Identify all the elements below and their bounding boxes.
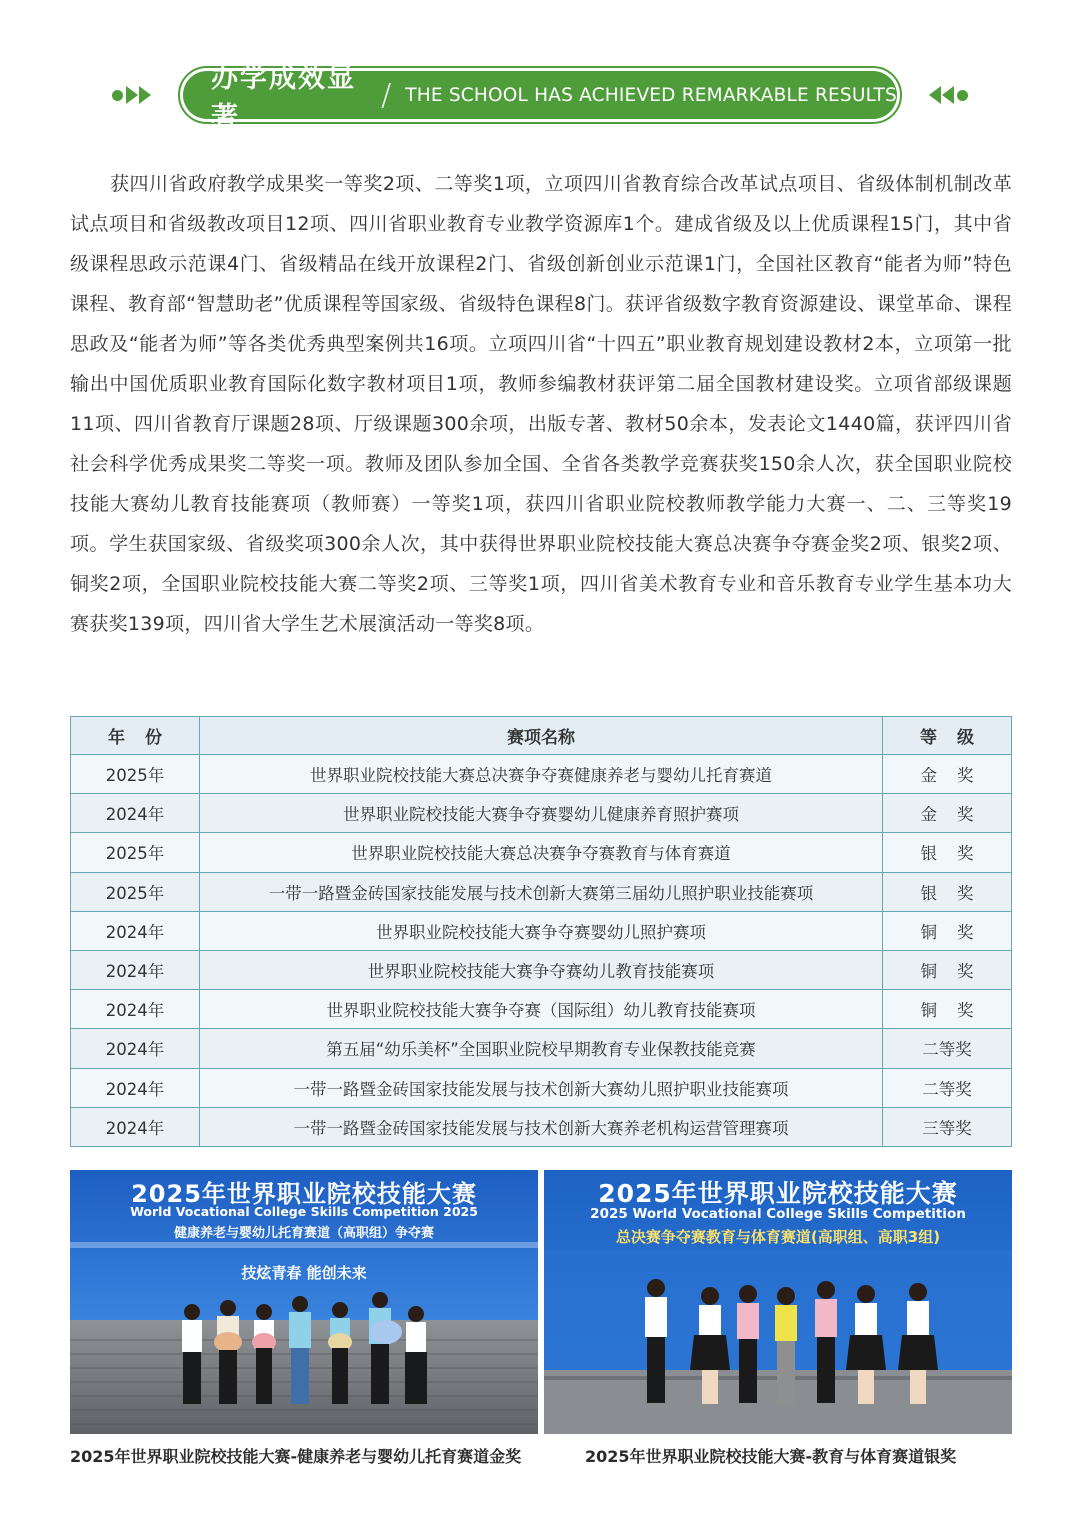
cell-year: 2024年 — [71, 990, 200, 1029]
cell-competition: 一带一路暨金砖国家技能发展与技术创新大赛幼儿照护职业技能赛项 — [200, 1068, 883, 1107]
table-row — [71, 755, 1012, 794]
cell-competition: 世界职业院校技能大赛总决赛争夺赛健康养老与婴幼儿托育赛道 — [200, 755, 883, 794]
header-level: 等级 — [883, 717, 1012, 755]
table-row — [71, 1068, 1012, 1107]
achievements-paragraph: 获四川省政府教学成果奖一等奖2项、二等奖1项，立项四川省教育综合改革试点项目、省级体制机制改革试点项目和省级教改项目12项、四川省职业教育专业教学资源库1个。建成省级及以上优质课程15门，其中省级课程思政示范课4门、省级精品在线开放课程2门、省级创新创业示范课1门，全国社区教育“能者为师”特色课程、教育部“智慧助老”优质课程等国家级、省级特色课程8门。获评省级数字教育资源建设、课堂革命、课程思政及“能者为师”等各类优秀典型案例共16项。立项四川省“十四五”职业教育规划建设教材2本，立项第一批输出中国优质职业教育国际化数字教材项目1项，教师参编教材获评第二届全国教材建设奖。立项省部级课题11项、四川省教育厅课题28项、厅级课题300余项，出版专著、教材50余本，发表论文1440篇，获评四川省社会科学优秀成果奖二等奖一项。教师及团队参加全国、全省各类教学竞赛获奖150余人次，获全国职业院校技能大赛幼儿教育技能赛项（教师赛）一等奖1项，获四川省职业院校教师教学能力大赛一、二、三等奖19项。学生获国家级、省级奖项300余人次，其中获得世界职业院校技能大赛总决赛争夺赛金奖2项、银奖2项、铜奖2项，全国职业院校技能大赛二等奖2项、三等奖1项，四川省美术教育专业和音乐教育专业学生基本功大赛获奖139项，四川省大学生艺术展演活动一等奖8项。 — [70, 173, 1012, 635]
section-header — [112, 63, 968, 133]
awards-table — [70, 716, 1012, 1147]
photo1-caption: 2025年世界职业院校技能大赛-健康养老与婴幼儿托育赛道金奖 — [70, 1447, 522, 1466]
cell-level: 铜奖 — [883, 950, 1012, 989]
cell-year: 2025年 — [71, 755, 200, 794]
cell-competition: 第五届“幼乐美杯”全国职业院校早期教育专业保教技能竞赛 — [200, 1029, 883, 1068]
table-row — [71, 990, 1012, 1029]
section-title-banner — [178, 63, 902, 133]
table-row — [71, 1029, 1012, 1068]
title-separator: / — [381, 77, 392, 113]
section-title-en: THE SCHOOL HAS ACHIEVED REMARKABLE RESULTS — [405, 84, 897, 106]
table-row — [71, 1107, 1012, 1146]
silver-award-photo — [544, 1170, 1012, 1434]
photo2-banner-title: 2025年世界职业院校技能大赛 — [598, 1179, 958, 1208]
photo2-banner-subtitle: 总决赛争夺赛教育与体育赛道(高职组、高职3组) — [615, 1228, 941, 1246]
cell-year: 2025年 — [71, 833, 200, 872]
cell-year: 2024年 — [71, 794, 200, 833]
cell-competition: 世界职业院校技能大赛争夺赛婴幼儿健康养育照护赛项 — [200, 794, 883, 833]
cell-year: 2024年 — [71, 911, 200, 950]
header-competition: 赛项名称 — [200, 717, 883, 755]
table-row — [71, 911, 1012, 950]
cell-level: 银奖 — [883, 833, 1012, 872]
header-year: 年份 — [71, 717, 200, 755]
cell-year: 2024年 — [71, 1107, 200, 1146]
table-row — [71, 833, 1012, 872]
cell-level: 二等奖 — [883, 1029, 1012, 1068]
cell-competition: 一带一路暨金砖国家技能发展与技术创新大赛养老机构运营管理赛项 — [200, 1107, 883, 1146]
photo2-banner-en: 2025 World Vocational College Skills Competition — [590, 1206, 966, 1222]
photo1-banner-subtitle: 健康养老与婴幼儿托育赛道（高职组）争夺赛 — [173, 1226, 434, 1241]
cell-level: 三等奖 — [883, 1107, 1012, 1146]
table-row — [71, 872, 1012, 911]
cell-level: 铜奖 — [883, 911, 1012, 950]
cell-competition: 世界职业院校技能大赛争夺赛婴幼儿照护赛项 — [200, 911, 883, 950]
right-arrow-decoration-icon — [929, 82, 968, 108]
cell-competition: 世界职业院校技能大赛争夺赛幼儿教育技能赛项 — [200, 950, 883, 989]
gold-award-photo — [70, 1170, 538, 1434]
cell-competition: 世界职业院校技能大赛总决赛争夺赛教育与体育赛道 — [200, 833, 883, 872]
photo2-caption: 2025年世界职业院校技能大赛-教育与体育赛道银奖 — [585, 1447, 957, 1466]
cell-year: 2024年 — [71, 950, 200, 989]
table-header-row — [71, 717, 1012, 755]
cell-year: 2024年 — [71, 1029, 200, 1068]
cell-level: 二等奖 — [883, 1068, 1012, 1107]
cell-level: 金奖 — [883, 794, 1012, 833]
cell-competition: 世界职业院校技能大赛争夺赛（国际组）幼儿教育技能赛项 — [200, 990, 883, 1029]
photo1-banner-en: World Vocational College Skills Competition 2025 — [130, 1204, 478, 1219]
table-row — [71, 950, 1012, 989]
photo1-banner-slogan: 技炫青春 能创未来 — [241, 1264, 367, 1282]
left-arrow-decoration-icon — [112, 82, 151, 108]
photo1-banner-title: 2025年世界职业院校技能大赛 — [131, 1180, 477, 1208]
section-title-cn: 办学成效显著 — [211, 63, 356, 133]
cell-competition: 一带一路暨金砖国家技能发展与技术创新大赛第三届幼儿照护职业技能赛项 — [200, 872, 883, 911]
cell-level: 银奖 — [883, 872, 1012, 911]
cell-level: 铜奖 — [883, 990, 1012, 1029]
cell-year: 2024年 — [71, 1068, 200, 1107]
table-row — [71, 794, 1012, 833]
cell-level: 金奖 — [883, 755, 1012, 794]
cell-year: 2025年 — [71, 872, 200, 911]
